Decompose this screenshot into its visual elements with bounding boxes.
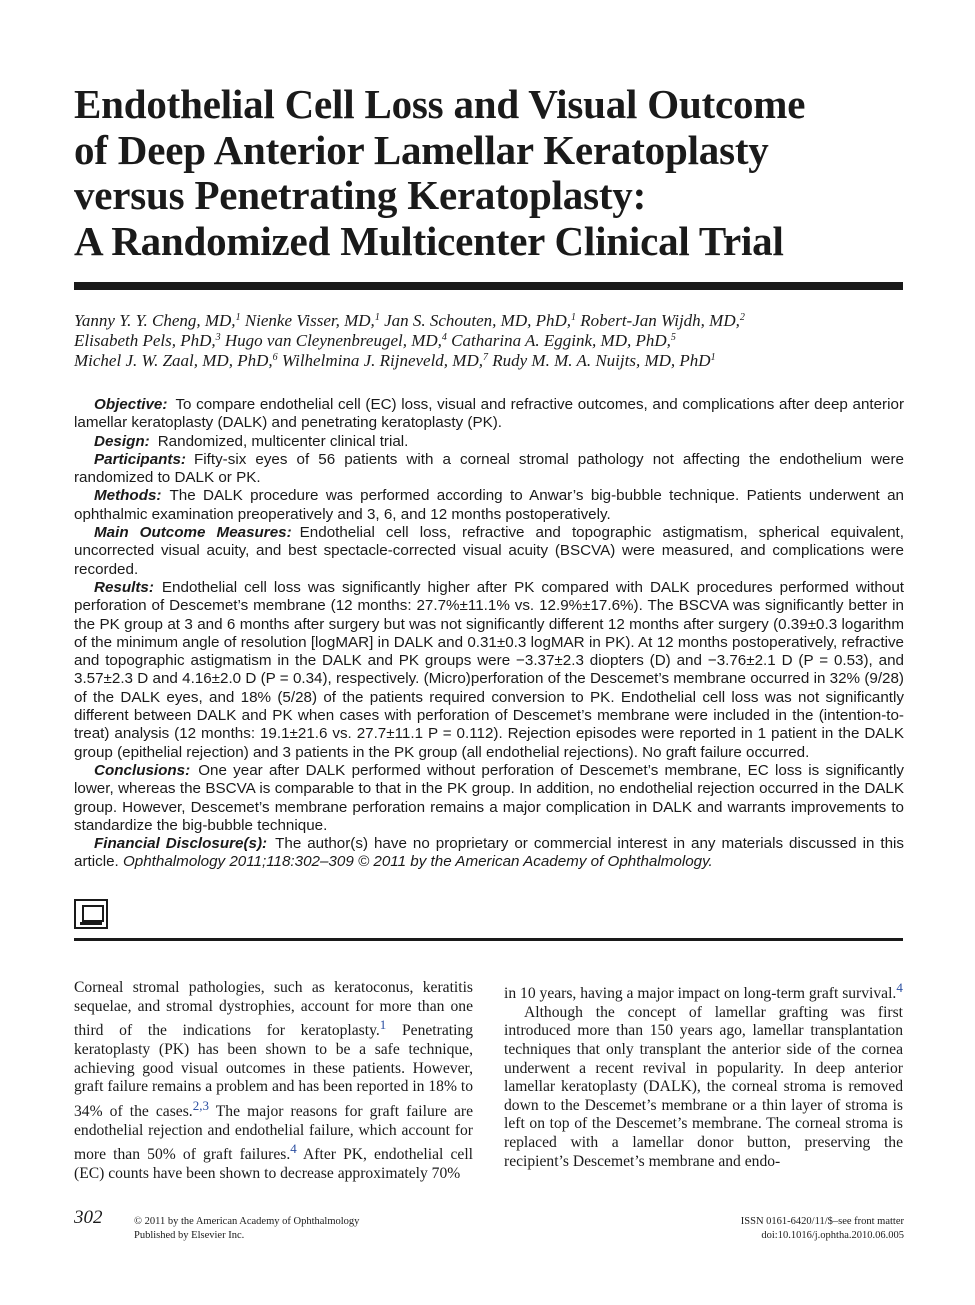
title-line: A Randomized Multicenter Clinical Trial bbox=[74, 217, 784, 264]
issn-line: ISSN 0161-6420/11/$–see front matter bbox=[740, 1216, 904, 1227]
author-name: Robert-Jan Wijdh, MD, bbox=[580, 311, 740, 330]
author-name: Nienke Visser, MD, bbox=[244, 311, 375, 330]
author-name: Catharina A. Eggink, MD, PhD, bbox=[451, 331, 671, 350]
abstract-financial-disclosure bbox=[74, 835, 904, 872]
abstract-objective bbox=[74, 396, 904, 433]
page-footer bbox=[74, 1207, 904, 1247]
issn-block bbox=[741, 1215, 904, 1243]
abstract-text: Endothelial cell loss, refractive and topographic astigmatism, spherical equivalent, uncorrected visual acuity, and best spectacle-corrected visual acuity (BSCVA) were measured, and complications were recorded. bbox=[74, 524, 904, 578]
journal-citation: Ophthalmology 2011;118:302–309 © 2011 by the American Academy of Ophthalmology. bbox=[122, 853, 713, 871]
abstract bbox=[74, 396, 904, 872]
abstract-text: One year after DALK performed without perforation of Descemet’s membrane, EC loss is significantly lower, whereas the BSCVA is comparable to that in the PK group. In addition, no endothelial rejection occurred in the DALK group. However, Descemet’s membrane perforation remains a major complication in DALK and warrants improvements to standardize the big-bubble technique. bbox=[74, 761, 904, 834]
copyright-block bbox=[134, 1215, 359, 1243]
author-affiliation: 1 bbox=[235, 312, 241, 323]
body-text: Corneal stromal pathologies, such as keratoconus, keratitis sequelae, and stromal dystrophies, account for more than one third of the indications for keratoplasty. bbox=[74, 979, 473, 1040]
author-name: Wilhelmina J. Rijneveld, MD, bbox=[281, 351, 483, 370]
abstract-design bbox=[74, 433, 904, 451]
author-list bbox=[74, 311, 904, 371]
body-text: Penetrating keratoplasty (PK) has been shown to be a safe technique, achieving good visual outcomes in these patients. However, graft failure remains a problem and has been reported in 18% to 34% of the cases. bbox=[74, 1022, 473, 1120]
page-number: 302 bbox=[74, 1207, 103, 1228]
abstract-text: To compare endothelial cell (EC) loss, visual and refractive outcomes, and complications after deep anterior lamellar keratoplasty (DALK) and penetrating keratoplasty (PK). bbox=[74, 396, 904, 432]
body-paragraph bbox=[74, 979, 473, 1184]
abstract-text: Endothelial cell loss was significantly higher after PK compared with DALK procedures performed without perforation of Descemet’s membrane (12 months: 27.7%±11.1% vs. 12.9%±17.6%). The BSCVA was significantly better in the PK group at 3 and 6 months after surgery but was not significantly different 12 months after surgery (0.39±0.3 logarithm of the minimum angle of resolution [logMAR] in DALK and 0.31±0.3 logMAR in PK). At 12 months postoperatively, refractive and topographic astigmatism in the DALK and PK groups were −3.37±2.3 diopters (D) and −3.76±2.1 D (P = 0.53), and 3.57±2.3 D and 4.16±2.0 D (P = 0.34), respectively. (Micro)perforation of the Descemet’s membrane occurred in 32% (9/28) of the DALK eyes, and 18% (5/28) of the patients required conversion to PK. Endothelial cell loss was not significantly different between DALK and PK when cases with perforation of Descemet’s membrane were included in the (intention-to-treat) analysis (12 months: 19.1±21.6 vs. 27.7±11.1 P = 0.112). Rejection episodes were reported in 1 patient in the DALK group (epithelial rejection) and 3 patients in the PK group (all endothelial rejections). No graft failure occurred. bbox=[74, 578, 904, 761]
abstract-label: Results: bbox=[94, 578, 154, 596]
abstract-outcome-measures bbox=[74, 524, 904, 579]
abstract-conclusions bbox=[74, 762, 904, 835]
body-paragraph bbox=[504, 979, 903, 1004]
author-affiliation: 1 bbox=[710, 352, 716, 363]
body-column-right bbox=[504, 979, 903, 1171]
author-affiliation: 1 bbox=[374, 312, 380, 323]
doi-line[interactable]: doi:10.1016/j.ophtha.2010.06.005 bbox=[761, 1230, 904, 1241]
abstract-label: Participants: bbox=[94, 450, 186, 468]
abstract-text: Fifty-six eyes of 56 patients with a corneal stromal pathology not affecting the endothelium were randomized to DALK or PK. bbox=[74, 450, 904, 487]
body-text: in 10 years, having a major impact on long-term graft survival. bbox=[504, 985, 897, 1003]
abstract-label: Methods: bbox=[94, 487, 162, 505]
abstract-participants bbox=[74, 451, 904, 488]
author-affiliation: 3 bbox=[215, 332, 221, 343]
abstract-label: Design: bbox=[94, 432, 150, 450]
reference-link[interactable]: 4 bbox=[290, 1141, 297, 1157]
copyright-line: © 2011 by the American Academy of Ophthalmology bbox=[134, 1216, 360, 1227]
monitor-screen-icon bbox=[82, 905, 104, 922]
abstract-label: Financial Disclosure(s): bbox=[94, 835, 268, 853]
author-affiliation: 4 bbox=[441, 332, 447, 343]
author-name: Yanny Y. Y. Cheng, MD, bbox=[74, 311, 236, 330]
author-name: Hugo van Cleynenbreugel, MD, bbox=[224, 331, 442, 350]
abstract-label: Conclusions: bbox=[94, 761, 191, 779]
author-affiliation: 5 bbox=[670, 332, 676, 343]
author-affiliation: 2 bbox=[739, 312, 745, 323]
abstract-text: The DALK procedure was performed according to Anwar’s big-bubble technique. Patients underwent an ophthalmic examination preoperatively and 3, 6, and 12 months postoperatively. bbox=[74, 487, 904, 523]
abstract-label: Objective: bbox=[94, 396, 168, 413]
abstract-text: Randomized, multicenter clinical trial. bbox=[157, 432, 409, 450]
title-line: Endothelial Cell Loss and Visual Outcome bbox=[74, 81, 806, 127]
author-line bbox=[74, 351, 904, 371]
article-title bbox=[74, 82, 924, 264]
reference-link[interactable]: 2,3 bbox=[192, 1097, 209, 1113]
author-name: Rudy M. M. A. Nuijts, MD, PhD bbox=[492, 351, 711, 370]
author-affiliation: 6 bbox=[272, 352, 278, 363]
body-text: After PK, endothelial cell (EC) counts have been shown to decrease approximately 70% bbox=[74, 1146, 473, 1182]
body-text: The major reasons for graft failure are endothelial rejection and endothelial failure, which account for more than 50% of graft failures. bbox=[74, 1102, 473, 1164]
publisher-line: Published by Elsevier Inc. bbox=[134, 1230, 245, 1241]
author-line bbox=[74, 331, 904, 351]
reference-link[interactable]: 4 bbox=[896, 980, 903, 995]
abstract-methods bbox=[74, 487, 904, 524]
title-divider bbox=[74, 282, 903, 290]
reference-link[interactable]: 1 bbox=[379, 1017, 387, 1033]
abstract-results bbox=[74, 579, 904, 762]
abstract-label: Main Outcome Measures: bbox=[94, 524, 292, 542]
author-name: Michel J. W. Zaal, MD, PhD, bbox=[74, 351, 273, 370]
author-name: Jan S. Schouten, MD, PhD, bbox=[384, 311, 572, 330]
abstract-divider bbox=[74, 938, 903, 941]
author-name: Elisabeth Pels, PhD, bbox=[74, 331, 216, 350]
author-affiliation: 7 bbox=[483, 352, 488, 363]
monitor-base-icon bbox=[80, 922, 102, 925]
body-column-left bbox=[74, 979, 473, 1184]
body-paragraph: Although the concept of lamellar grafting was first introduced more than 150 years ago, lamellar transplantation techniques that only transplant the anterior side of the cornea underwent a recent revival in popularity. In deep anterior lamellar keratoplasty (DALK), the corneal stroma is removed down to the Descemet’s membrane or a thin layer of stroma is left on top of the Descemet’s membrane. The corneal stroma is replaced with a lamellar donor button, preserving the recipient’s Descemet’s membrane and endo- bbox=[504, 1003, 903, 1170]
abstract-text: The author(s) have no proprietary or commercial interest in any materials discussed in this article. bbox=[74, 835, 904, 871]
title-line: of Deep Anterior Lamellar Keratoplasty bbox=[74, 126, 769, 173]
online-content-icon[interactable] bbox=[74, 899, 108, 929]
title-line: versus Penetrating Keratoplasty: bbox=[74, 172, 647, 218]
author-line bbox=[74, 311, 904, 331]
author-affiliation: 1 bbox=[571, 312, 577, 323]
